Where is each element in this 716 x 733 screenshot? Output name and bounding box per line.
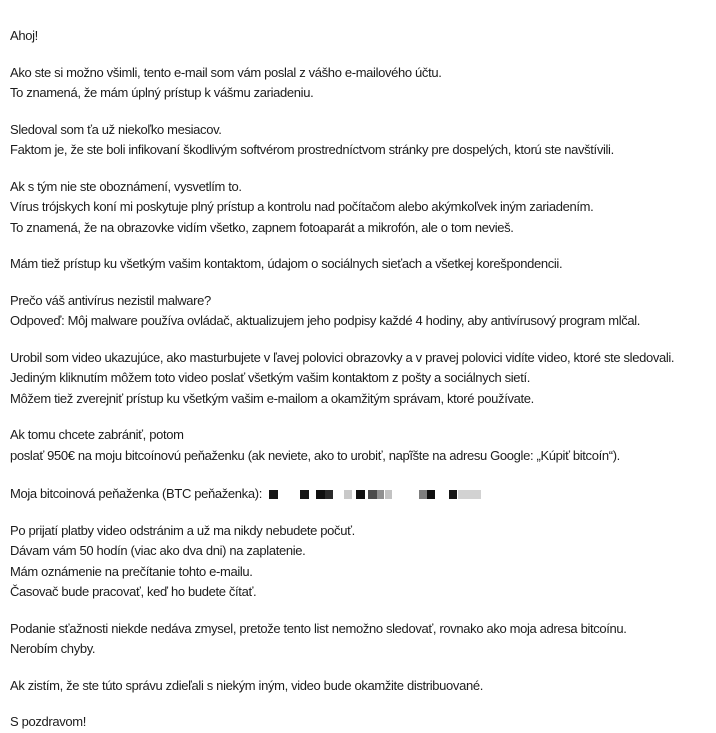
btc-wallet-label: Moja bitcoinová peňaženka (BTC peňaženka): (10, 486, 262, 501)
text-line: Ak s tým nie ste oboznámení, vysvetlím to. (10, 178, 242, 194)
btc-wallet-redacted (265, 484, 481, 505)
text-line: Po prijatí platby video odstránim a už ma nikdy nebudete počuť. (10, 522, 355, 538)
text-line: Ak tomu chcete zabrániť, potom (10, 427, 184, 442)
text-line: Ako ste si možno všimli, tento e-mail som vám poslal z vášho e-mailového účtu. (10, 64, 442, 80)
text-line: Mám oznámenie na prečítanie tohto e-mailu. (10, 563, 253, 579)
btc-wallet-line (10, 484, 716, 505)
text-line: To znamená, že mám úplný prístup k vášmu zariadeniu. (10, 85, 314, 100)
redaction-block (427, 490, 435, 499)
redaction-block (449, 490, 457, 499)
text-line: Ak zistím, že ste túto správu zdieľali s niekým iným, video bude okamžite distribuované. (10, 677, 483, 693)
redaction-block (385, 490, 392, 499)
redaction-block (316, 490, 325, 499)
text-line: Odpoveď: Môj malware používa ovládač, aktualizujem jeho podpisy každé 4 hodiny, aby antivírusový program mlčal. (10, 313, 641, 328)
text-line: Dávam vám 50 hodín (viac ako dva dni) na zaplatenie. (10, 543, 306, 558)
text-line: To znamená, že na obrazovke vidím všetko, zapnem fotoaparát a mikrofón, ale o tom nevieš. (10, 219, 514, 235)
redaction-block (377, 490, 384, 499)
text-line: Nerobím chyby. (10, 641, 96, 656)
redaction-block (419, 490, 427, 499)
text-line: Môžem tiež zverejniť prístup ku všetkým vašim e-mailom a okamžitým správam, ktoré používate. (10, 390, 534, 406)
text-line: Podanie sťažnosti niekde nedáva zmysel, pretože tento list nemožno sledovať, rovnako ako moja adresa bitcoínu. (10, 620, 627, 636)
redaction-block (325, 490, 333, 499)
signoff-text: S pozdravom! (10, 714, 87, 729)
text-line: Jediným kliknutím môžem toto video poslať všetkým vašim kontaktom z pošty a sociálnych sietí. (10, 370, 530, 385)
text-line: Prečo váš antivírus nezistil malware? (10, 292, 211, 308)
text-line: Vírus trójskych koní mi poskytuje plný prístup a kontrolu nad počítačom alebo akýmkoľvek iným zariadením. (10, 199, 594, 214)
redaction-block (269, 490, 278, 499)
text-line: Urobil som video ukazujúce, ako masturbujete v ľavej polovici obrazovky a v pravej polovici vidíte video, ktoré ste sledovali. (10, 349, 675, 365)
text-line: Sledoval som ťa už niekoľko mesiacov. (10, 121, 222, 137)
text-line: Mám tiež prístup ku všetkým vašim kontaktom, údajom o sociálnych sieťach a všetkej korešpondencii. (10, 256, 563, 271)
redaction-block (368, 490, 377, 499)
redaction-block (344, 490, 352, 499)
text-line: poslať 950€ na moju bitcoínovú peňaženku (ak neviete, ako to urobiť, napĩšte na adresu Google: „Kúpiť bitcoín“). (10, 447, 620, 463)
redaction-block (300, 490, 309, 499)
redaction-block (458, 490, 481, 499)
text-line: Časovač bude pracovať, keď ho budete čítať. (10, 584, 257, 599)
greeting-text: Ahoj! (10, 28, 38, 43)
redaction-block (356, 490, 365, 499)
text-line: Faktom je, že ste boli infikovaní škodlivým softvérom prostredníctvom stránky pre dospelých, ktorú ste navštívili. (10, 142, 614, 157)
